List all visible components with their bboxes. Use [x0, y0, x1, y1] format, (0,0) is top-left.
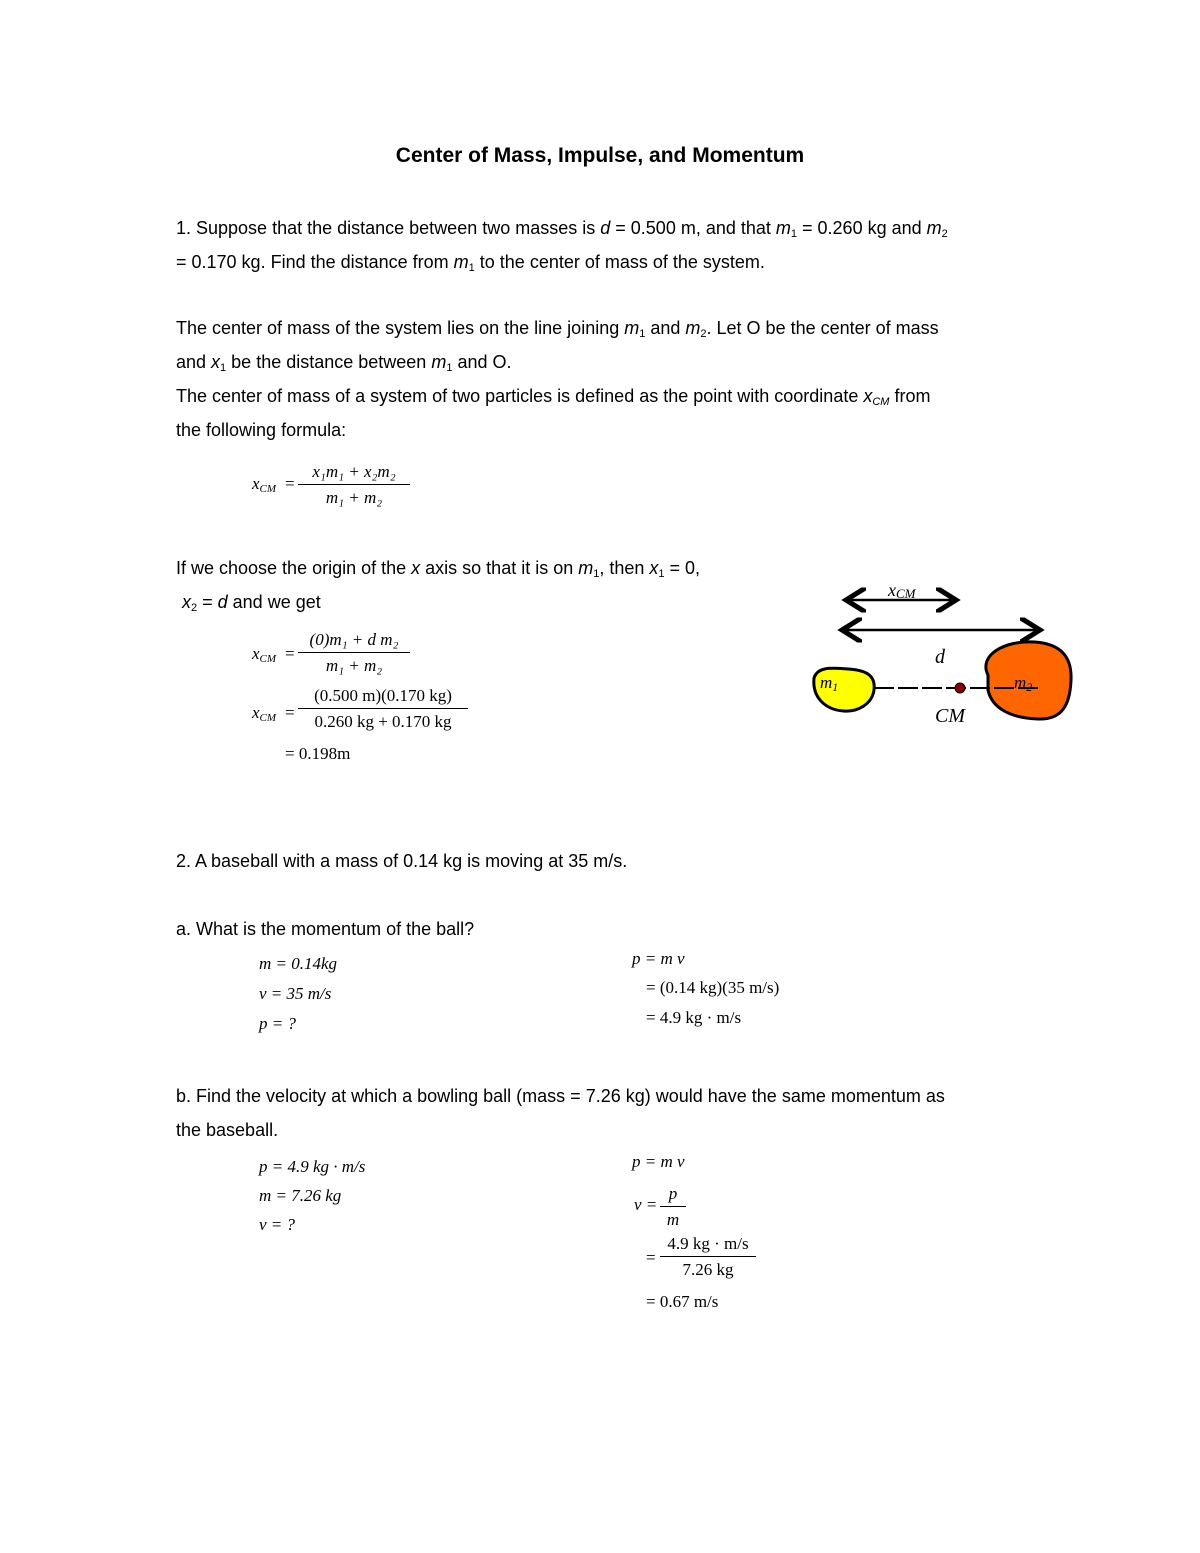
- formula3-fraction: (0.500 m)(0.170 kg) 0.260 kg + 0.170 kg: [298, 686, 468, 732]
- m1-label: m1: [820, 673, 839, 694]
- m2-label: m2: [1014, 673, 1033, 694]
- xcm-label: xCM: [888, 580, 916, 601]
- q1-line2: = 0.170 kg. Find the distance from $m_1$ to the center of mass of the system.: [176, 252, 765, 274]
- page-title: Center of Mass, Impulse, and Momentum: [395, 144, 805, 167]
- q2b-v-eq: v =: [634, 1195, 658, 1214]
- q2a-given-m: m = 0.14kg: [259, 954, 338, 973]
- formula1-eq: =: [285, 474, 295, 493]
- q2b-eq2: =: [646, 1248, 656, 1267]
- q2b-final: = 0.67 m/s: [646, 1292, 719, 1311]
- q2b-given-v: v = ?: [259, 1215, 296, 1234]
- formula2-eq: =: [285, 644, 295, 663]
- q2b-question-line1: b. Find the velocity at which a bowling ball (mass = 7.26 kg) would have the same momentum as: [176, 1086, 945, 1106]
- q1-para1-line1: The center of mass of the system lies on the line joining $m_1$ and $m_2$. Let O be the center of mass: [176, 318, 939, 340]
- q2a-work-3: = 4.9 kg · m/s: [646, 1008, 742, 1027]
- q2b-v-fraction: p m: [660, 1184, 686, 1230]
- formula2-fraction: (0)m₁ + d m₂ m₁ + m₂: [298, 630, 410, 676]
- q2b-work-1: p = m v: [632, 1152, 685, 1171]
- formula3-eq: =: [285, 703, 295, 722]
- d-label: d: [935, 646, 945, 668]
- q2a-given-p: p = ?: [259, 1014, 296, 1033]
- formula1-fraction: x₁m₁ + x₂m₂ m₁ + m₂: [298, 462, 410, 508]
- q1-choose-line1: If we choose the origin of the x axis so that it is on $m_1$, then $x_1 = 0$,: [176, 558, 701, 580]
- q1-result: = 0.198m: [285, 744, 351, 763]
- q1-para2-line2: the following formula:: [176, 420, 347, 440]
- q2a-given-v: v = 35 m/s: [259, 984, 332, 1003]
- formula1-lhs: $x_{CM}$: [252, 474, 277, 495]
- q2a-question: a. What is the momentum of the ball?: [176, 919, 475, 939]
- q2b-given-p: p = 4.9 kg · m/s: [259, 1157, 366, 1176]
- cm-dot: [955, 683, 965, 693]
- formula3-lhs: $x_{CM}$: [252, 703, 277, 724]
- q2b-fraction2: 4.9 kg · m/s 7.26 kg: [660, 1234, 756, 1280]
- formula2-lhs: $x_{CM}$: [252, 644, 277, 665]
- q1-choose-line2: $x_2 = d$ and we get: [182, 592, 321, 614]
- cm-label: CM: [935, 705, 965, 727]
- q1-para1-line2: and $x_1$ be the distance between $m_1$ and O.: [176, 352, 512, 374]
- q2-intro: 2. A baseball with a mass of 0.14 kg is moving at 35 m/s.: [176, 851, 628, 871]
- q1-line1: 1. Suppose that the distance between two masses is d = 0.500 m, and that $m_1 = 0.260$ kg and $m_2$: [176, 218, 948, 240]
- q2b-question-line2: the baseball.: [176, 1120, 279, 1140]
- q2b-given-m: m = 7.26 kg: [259, 1186, 342, 1205]
- q1-para2-line1: The center of mass of a system of two particles is defined as the point with coordinate $x_{CM}$ from: [176, 386, 931, 408]
- q2a-work-2: = (0.14 kg)(35 m/s): [646, 978, 780, 997]
- center-of-mass-diagram: [800, 570, 1090, 740]
- q2a-work-1: p = m v: [632, 949, 685, 968]
